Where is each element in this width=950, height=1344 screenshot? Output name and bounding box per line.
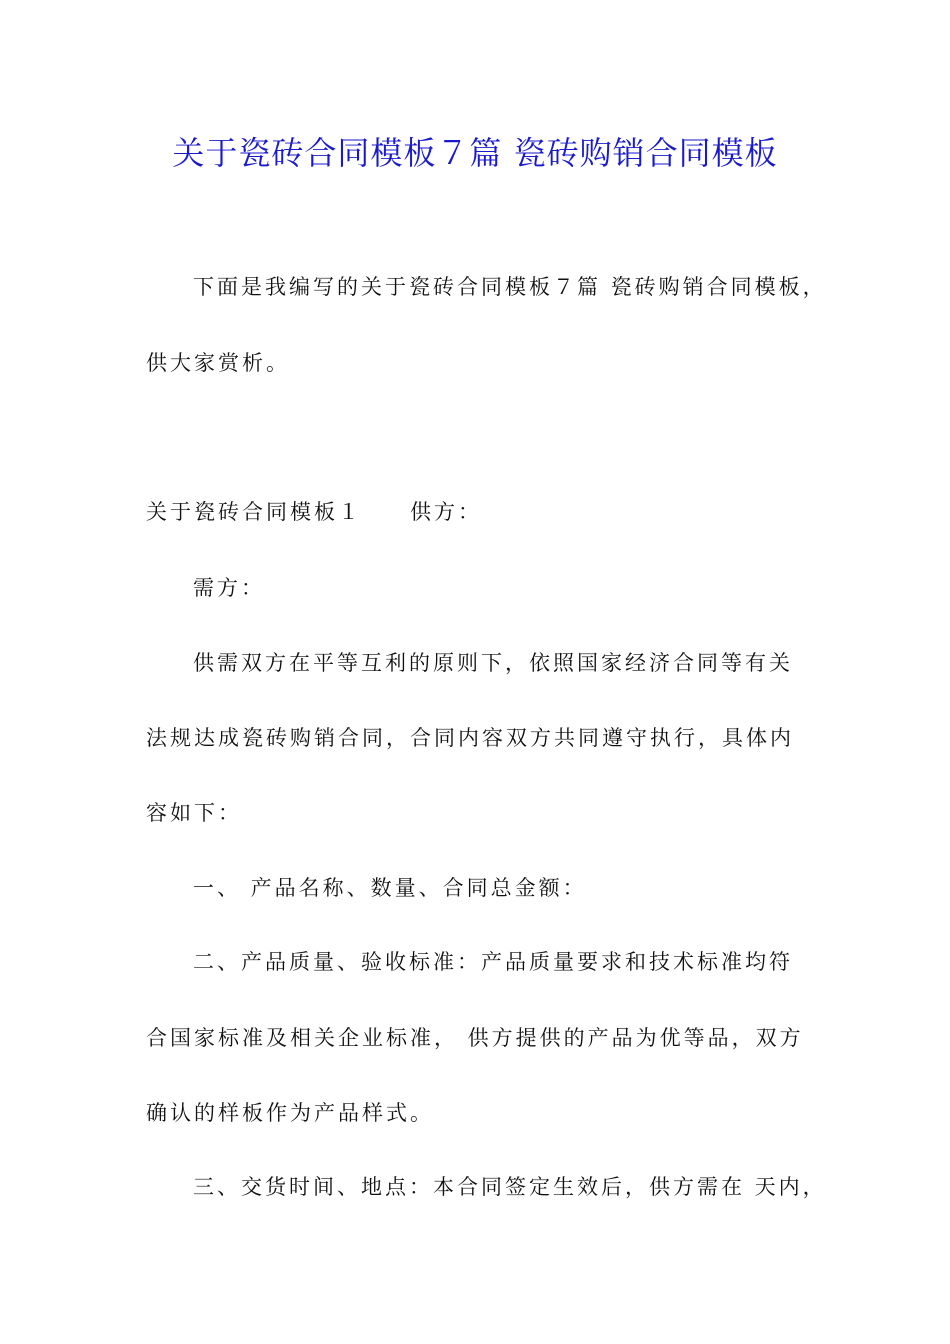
buyer-label: 需方：	[193, 576, 265, 600]
para1-line-3: 容如下：	[146, 801, 242, 825]
item2-line-2: 合国家标准及相关企业标准， 供方提供的产品为优等品，双方	[146, 1026, 804, 1050]
document-title: 关于瓷砖合同模板７篇 瓷砖购销合同模板	[172, 134, 778, 172]
intro-line-2: 供大家赏析。	[146, 351, 290, 375]
item1-line: 一、 产品名称、数量、合同总金额：	[193, 876, 587, 900]
section-heading: 关于瓷砖合同模板１	[146, 500, 362, 524]
item2-line-3: 确认的样板作为产品样式。	[146, 1101, 434, 1125]
intro-line-1: 下面是我编写的关于瓷砖合同模板７篇 瓷砖购销合同模板，	[193, 275, 827, 299]
item2-line-1: 二、产品质量、验收标准：产品质量要求和技术标准均符	[193, 950, 793, 974]
supplier-label: 供方：	[410, 500, 482, 524]
para1-line-1: 供需双方在平等互利的原则下，依照国家经济合同等有关	[193, 651, 793, 675]
section-heading-row	[146, 496, 482, 526]
para1-line-2: 法规达成瓷砖购销合同，合同内容双方共同遵守执行，具体内	[146, 726, 794, 750]
item3-line: 三、交货时间、地点：本合同签定生效后，供方需在 天内，	[193, 1175, 827, 1199]
